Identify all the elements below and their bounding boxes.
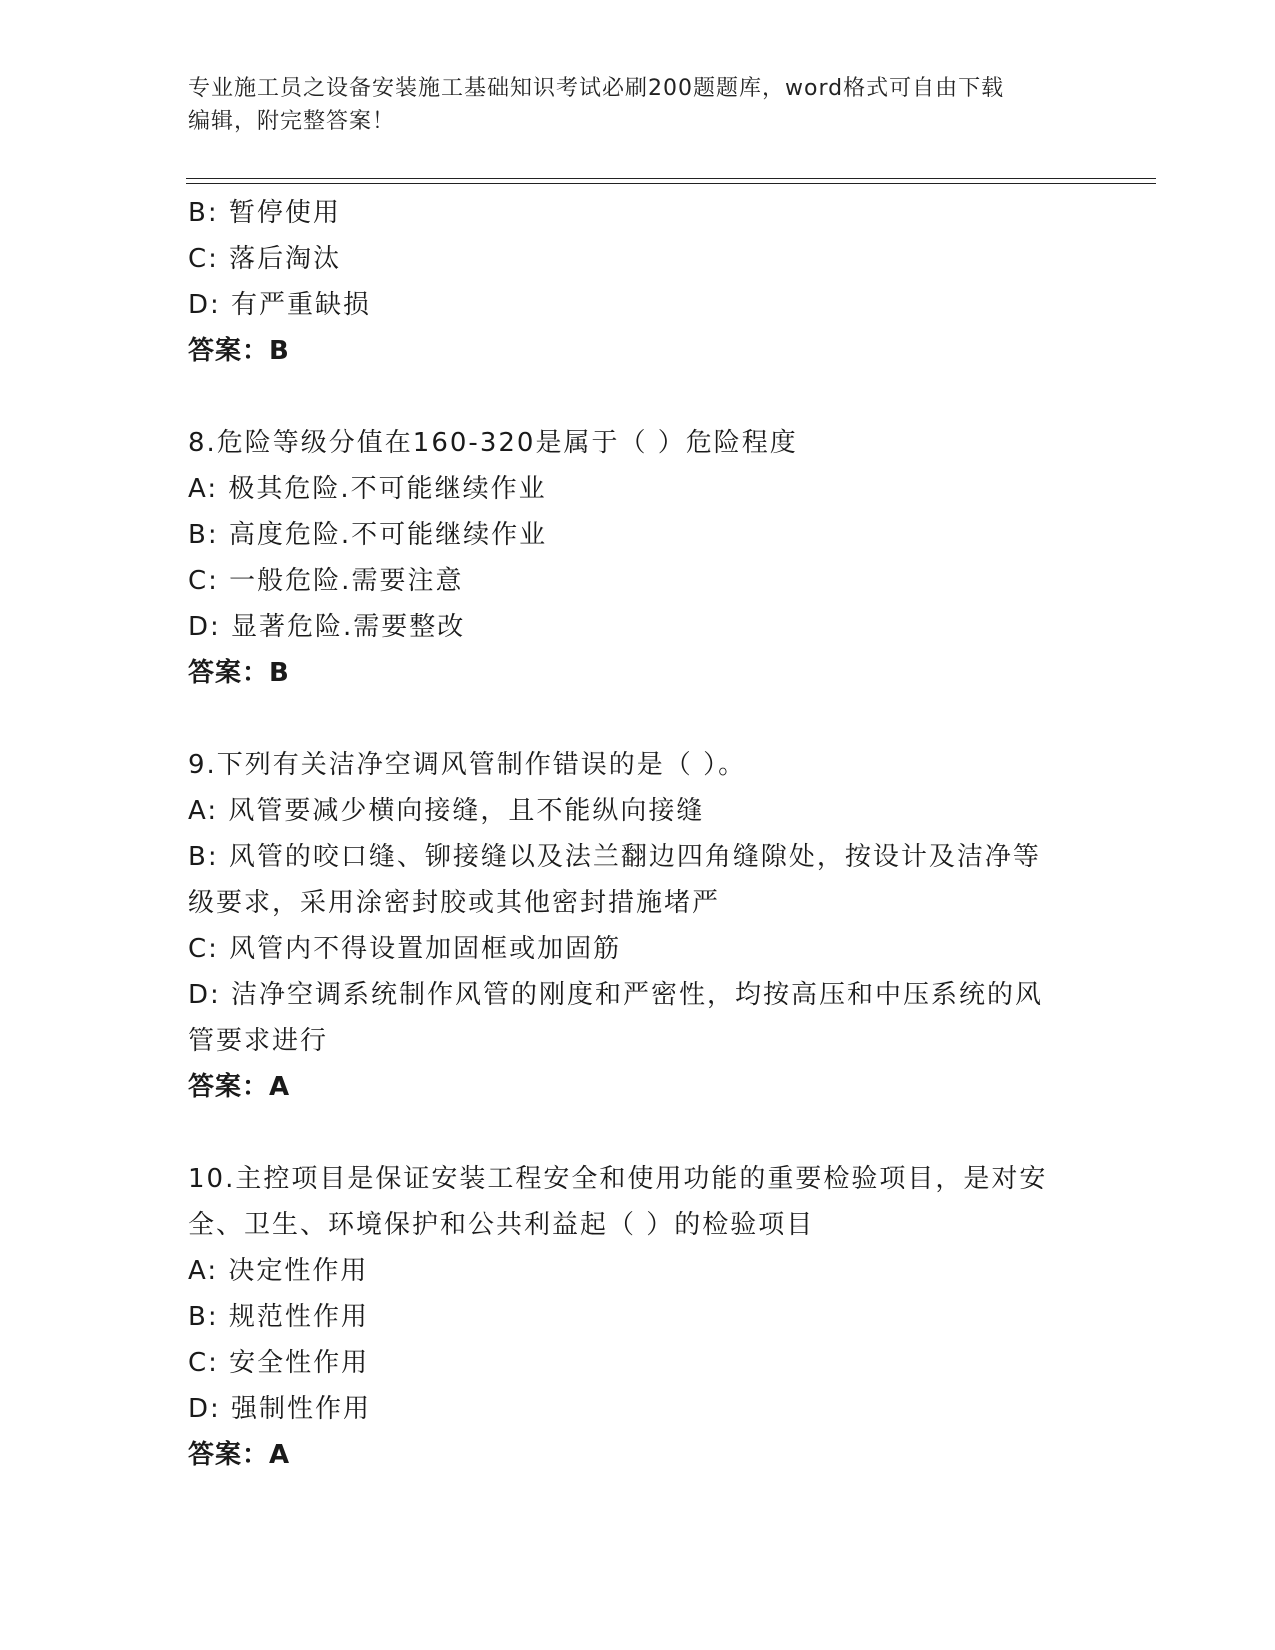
spacer — [188, 696, 1088, 742]
option-d: D: 强制性作用 — [188, 1394, 372, 1424]
option-c: C: 落后淘汰 — [188, 244, 342, 274]
option-b: B: 规范性作用 — [188, 1302, 369, 1332]
question-9 — [188, 742, 1088, 1110]
option-d-continued: 管要求进行 — [188, 1026, 329, 1056]
option-b: B: 暂停使用 — [188, 198, 341, 228]
option-a: A: 极其危险.不可能继续作业 — [188, 474, 547, 504]
option-d: D: 显著危险.需要整改 — [188, 612, 466, 642]
option-c: C: 一般危险.需要注意 — [188, 566, 464, 596]
option-a: A: 决定性作用 — [188, 1256, 369, 1286]
spacer — [188, 1110, 1088, 1156]
question-list — [188, 190, 1088, 1478]
header-title-line-2: 编辑，附完整答案！ — [188, 109, 396, 134]
answer-line: 答案：A — [188, 1072, 291, 1102]
answer-line: 答案：B — [188, 658, 290, 688]
option-c: C: 风管内不得设置加固框或加固筋 — [188, 934, 622, 964]
option-a: A: 风管要减少横向接缝，且不能纵向接缝 — [188, 796, 705, 826]
answer-line: 答案：B — [188, 336, 290, 366]
spacer — [188, 374, 1088, 420]
option-b-continued: 级要求，采用涂密封胶或其他密封措施堵严 — [188, 888, 721, 918]
page-header — [188, 72, 1088, 138]
question-text: 8.危险等级分值在160-320是属于（ ）危险程度 — [188, 428, 798, 458]
option-c: C: 安全性作用 — [188, 1348, 370, 1378]
header-title-line-1: 专业施工员之设备安装施工基础知识考试必刷200题题库，word格式可自由下载 — [188, 76, 1005, 101]
question-8 — [188, 420, 1088, 696]
option-b: B: 风管的咬口缝、铆接缝以及法兰翻边四角缝隙处，按设计及洁净等 — [188, 842, 1041, 872]
question-text: 9.下列有关洁净空调风管制作错误的是（ ）。 — [188, 750, 747, 780]
question-text-continued: 全、卫生、环境保护和公共利益起（ ）的检验项目 — [188, 1210, 815, 1240]
question-10 — [188, 1156, 1088, 1478]
header-divider-top — [186, 178, 1156, 179]
option-d: D: 洁净空调系统制作风管的刚度和严密性，均按高压和中压系统的风 — [188, 980, 1044, 1010]
question-text: 10.主控项目是保证安装工程安全和使用功能的重要检验项目，是对安 — [188, 1164, 1048, 1194]
question-7-tail — [188, 190, 1088, 374]
option-d: D: 有严重缺损 — [188, 290, 372, 320]
header-divider-bottom — [186, 183, 1156, 184]
option-b: B: 高度危险.不可能继续作业 — [188, 520, 548, 550]
answer-line: 答案：A — [188, 1440, 291, 1470]
